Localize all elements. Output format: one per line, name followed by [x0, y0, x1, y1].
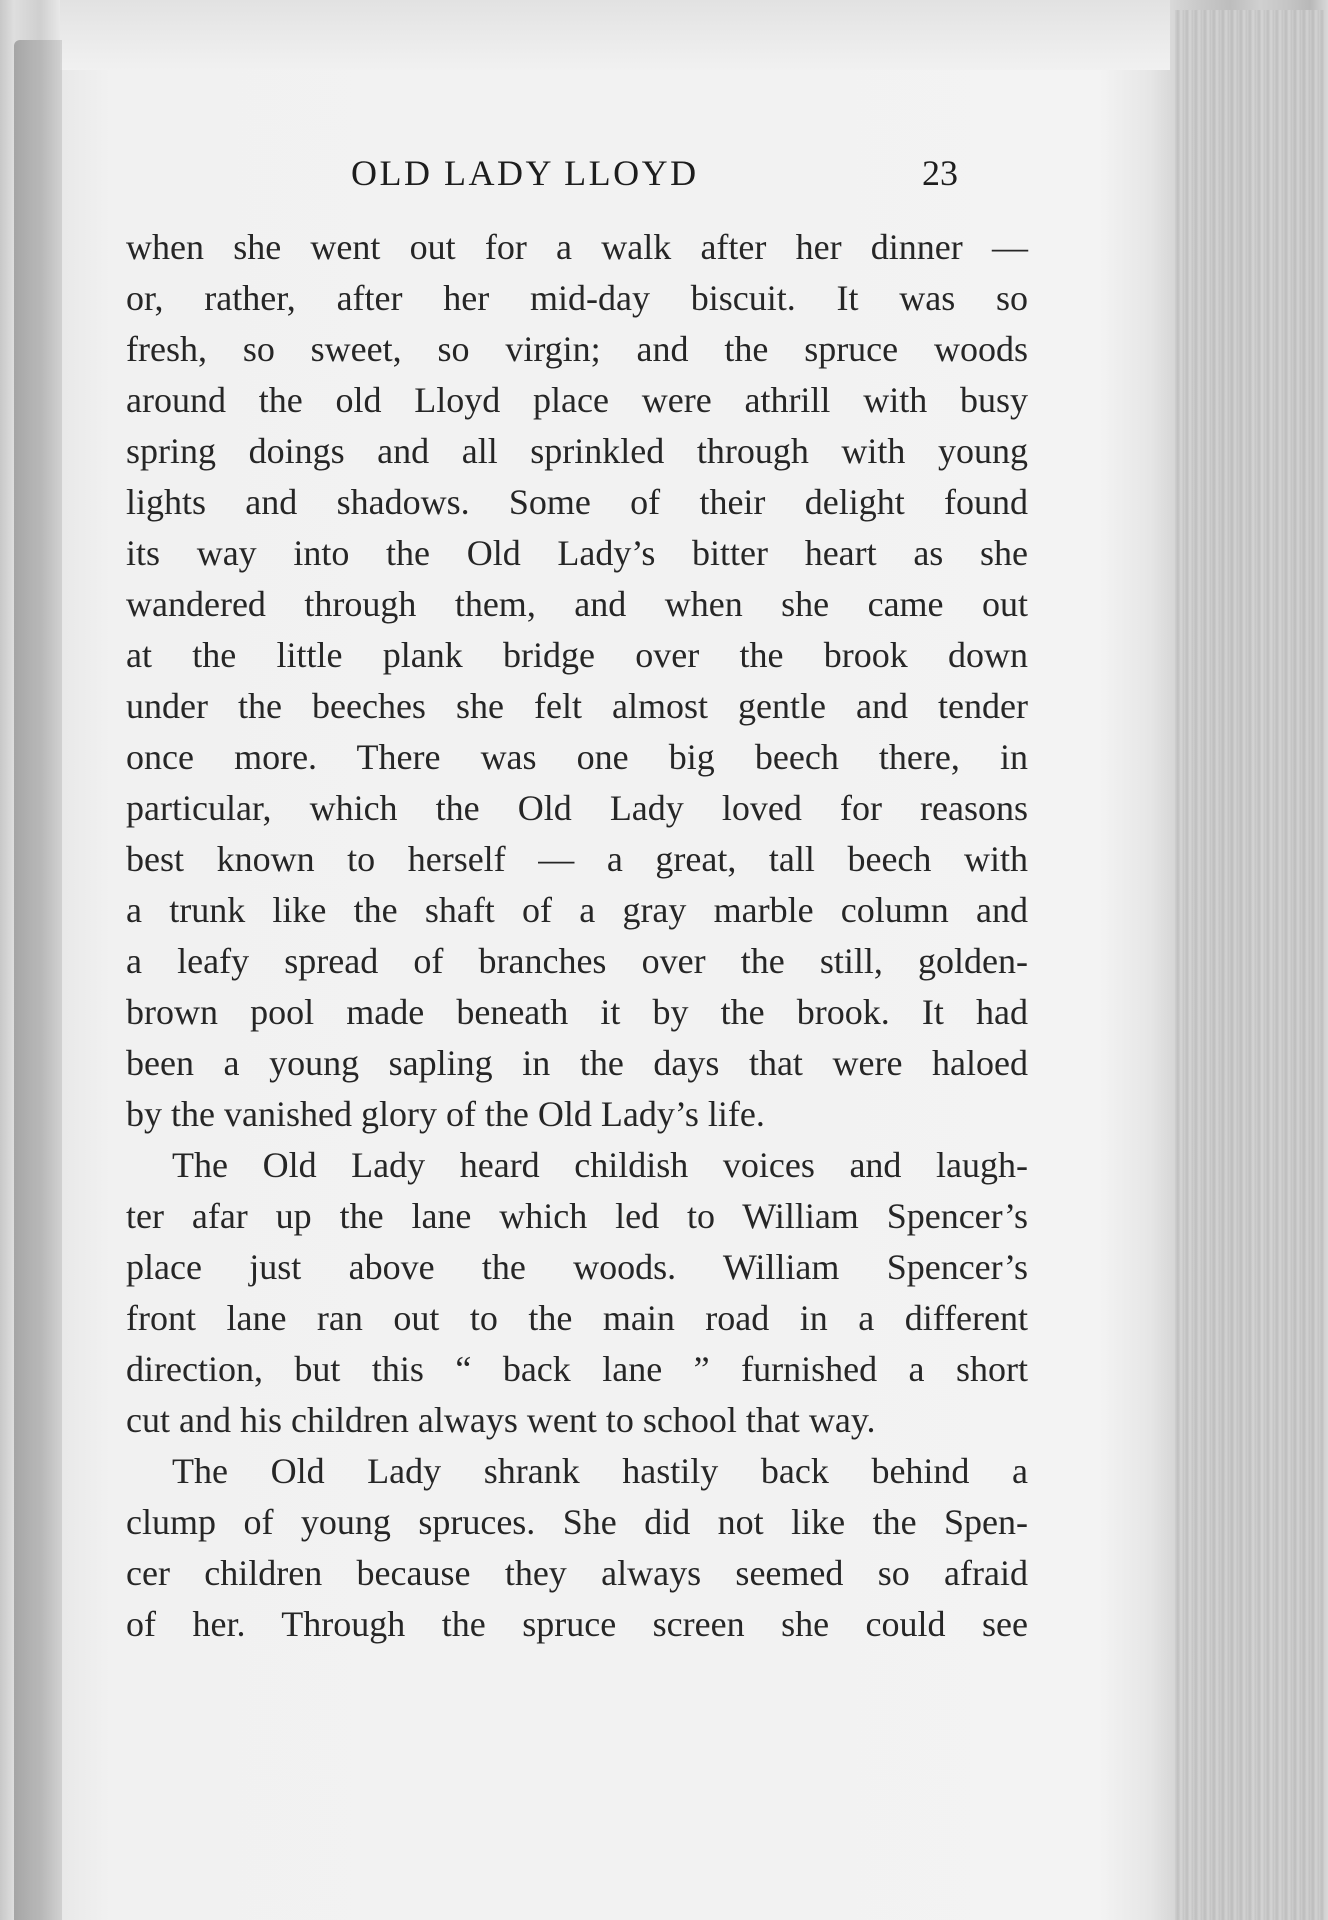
text-line: ter afar up the lane which led to William Spencer’s: [126, 1196, 1028, 1236]
text-line: cut and his children always went to school that way.: [126, 1400, 876, 1440]
text-line: The Old Lady heard childish voices and laugh-: [172, 1145, 1028, 1185]
text-line: place just above the woods. William Spencer’s: [126, 1247, 1028, 1287]
page-number: 23: [922, 153, 958, 193]
running-title: OLD LADY LLOYD: [351, 153, 699, 193]
paragraph: [126, 1140, 1028, 1446]
text-line: The Old Lady shrank hastily back behind a: [172, 1451, 1028, 1491]
text-line: its way into the Old Lady’s bitter heart as she: [126, 533, 1028, 573]
text-line: been a young sapling in the days that were haloed: [126, 1043, 1028, 1083]
paragraph: [126, 222, 1028, 1140]
text-line: by the vanished glory of the Old Lady’s life.: [126, 1094, 765, 1134]
text-line: around the old Lloyd place were athrill with busy: [126, 380, 1028, 420]
text-line: once more. There was one big beech there, in: [126, 737, 1028, 777]
text-line: spring doings and all sprinkled through with young: [126, 431, 1028, 471]
text-line: particular, which the Old Lady loved for reasons: [126, 788, 1028, 828]
binding-gutter-shadow: [14, 40, 62, 1920]
text-line: lights and shadows. Some of their delight found: [126, 482, 1028, 522]
body-text: [126, 222, 1028, 1650]
text-line: or, rather, after her mid-day biscuit. It was so: [126, 278, 1028, 318]
book-page: [60, 0, 1175, 1920]
text-line: at the little plank bridge over the brook down: [126, 635, 1028, 675]
text-line: under the beeches she felt almost gentle and tender: [126, 686, 1028, 726]
paragraph: [126, 1446, 1028, 1650]
book-fore-edge: [1175, 10, 1325, 1920]
running-head: [60, 152, 1175, 202]
text-line: cer children because they always seemed so afraid: [126, 1553, 1028, 1593]
text-line: direction, but this “ back lane ” furnished a short: [126, 1349, 1028, 1389]
text-line: best known to herself — a great, tall beech with: [126, 839, 1028, 879]
text-line: a trunk like the shaft of a gray marble column and: [126, 890, 1028, 930]
text-line: wandered through them, and when she came out: [126, 584, 1028, 624]
text-line: brown pool made beneath it by the brook. It had: [126, 992, 1028, 1032]
text-line: clump of young spruces. She did not like the Spen-: [126, 1502, 1028, 1542]
text-line: of her. Through the spruce screen she could see: [126, 1604, 1028, 1644]
text-line: front lane ran out to the main road in a different: [126, 1298, 1028, 1338]
text-line: when she went out for a walk after her dinner —: [126, 227, 1028, 267]
text-line: a leafy spread of branches over the still, golden-: [126, 941, 1028, 981]
text-line: fresh, so sweet, so virgin; and the spruce woods: [126, 329, 1028, 369]
